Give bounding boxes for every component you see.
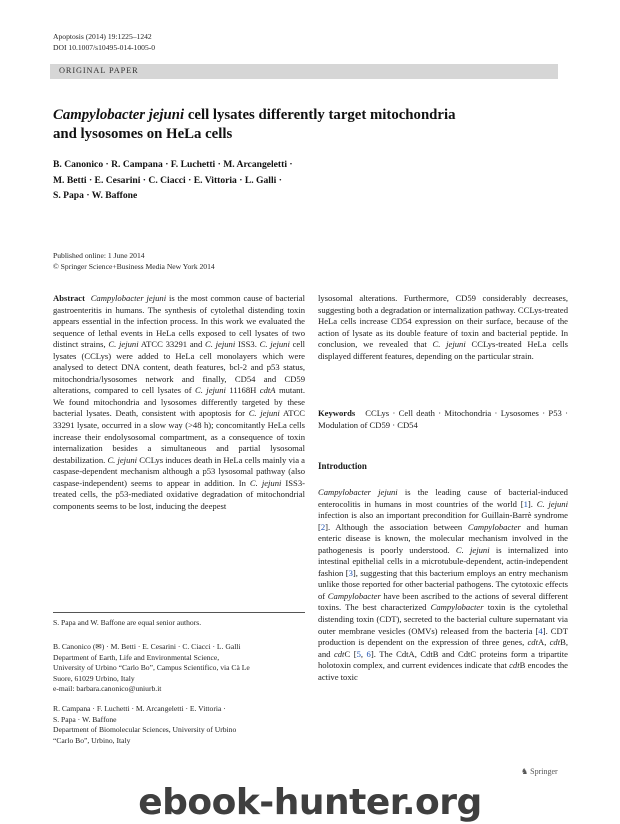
abstract-continued bbox=[318, 293, 568, 362]
citation-link[interactable]: 3 bbox=[348, 567, 353, 578]
affiliation-city: Suore, 61029 Urbino, Italy bbox=[53, 673, 135, 683]
keywords-text: CCLys · Cell death · Mitochondria · Lysosomes · P53 · Modulation of CD59 · CD54 bbox=[318, 408, 568, 430]
gene-name: cdt bbox=[509, 660, 520, 671]
intro-text: ]. CDT production is dependent on the expression of three genes, bbox=[318, 625, 568, 648]
genus-name: Campylobacter bbox=[430, 602, 484, 613]
affiliation-univ: University of Urbino “Carlo Bo”, Campus Scientifico, via Cà Le bbox=[53, 663, 250, 673]
species-name: C. jejuni bbox=[432, 339, 466, 350]
gene-name: cdt bbox=[549, 637, 561, 648]
affiliation-dept: Department of Biomolecular Sciences, University of Urbino bbox=[53, 725, 237, 735]
section-label: ORIGINAL PAPER bbox=[59, 66, 139, 75]
springer-logo bbox=[521, 767, 558, 776]
intro-text: C [ bbox=[344, 648, 357, 659]
affiliation-names: R. Campana · F. Luchetti · M. Arcangeletti · E. Vittoria · bbox=[53, 704, 226, 713]
watermark: ebook-hunter.org bbox=[138, 782, 482, 823]
footnote-rule bbox=[53, 612, 305, 613]
abstract-text: ATCC 33291 lysate, occurred in a slow way (>48 h); concomitantly HeLa cells increase their endolysosomal compartment, as a consequence of toxin internalization besides a simultaneous and partial lysosomal destabilization. bbox=[53, 408, 305, 465]
abstract-text: cell lysates (CCLys) were added to HeLa cell monolayers which were analysed to detect DNA content, death features, bcl-2 and p53 status, mitochondria/lysosomes network and finally, CD54 and CD59 alterations, compared to cell lysates of bbox=[53, 339, 306, 396]
equal-authors-note: S. Papa and W. Baffone are equal senior authors. bbox=[53, 618, 202, 627]
intro-text: ]. Although the association between bbox=[325, 521, 468, 532]
species-name: C. jejuni bbox=[107, 454, 138, 465]
abstract-label: Abstract bbox=[53, 293, 85, 303]
journal-header bbox=[53, 31, 155, 53]
species-name: C. jejuni bbox=[205, 339, 236, 350]
intro-text: toxin is the cytolethal distending toxin (CDT), secreted to the bacterial culture supernatant via outer membrane vesicles (OMVs) released from the bacteria [ bbox=[318, 602, 568, 636]
intro-text: ], suggesting that this bacterium employs an entry mechanism unlike those reported for other bacterial pathogens. The cytotoxic effects of bbox=[318, 567, 569, 601]
publication-meta bbox=[53, 250, 215, 272]
intro-text: B encodes the active toxic bbox=[318, 660, 568, 682]
introduction-body bbox=[318, 487, 568, 683]
intro-text: , bbox=[360, 648, 367, 659]
abstract-right-column bbox=[318, 293, 568, 362]
gene-name: cdt bbox=[527, 637, 538, 648]
citation-link[interactable]: 6 bbox=[366, 648, 371, 659]
authors-line-2: M. Betti · E. Cesarini · C. Ciacci · E. Vittoria · L. Galli · bbox=[53, 174, 282, 186]
intro-text: infection is also an important precondition for Guillain-Barrè syndrome [ bbox=[318, 510, 568, 532]
abstract-text: mutant. We found mitochondria and lysosomes differently targeted by these bacterial lysates. Death, consistent with apoptosis for bbox=[53, 385, 305, 419]
authors-line-3: S. Papa · W. Baffone bbox=[53, 190, 138, 201]
citation-link[interactable]: 4 bbox=[538, 625, 543, 636]
citation-link[interactable]: 1 bbox=[523, 498, 528, 509]
publisher-mark: Springer bbox=[530, 767, 558, 776]
species-name: Campylobacter jejuni bbox=[318, 487, 398, 497]
keywords-label: Keywords bbox=[318, 408, 356, 418]
affiliation-names: S. Papa · W. Baffone bbox=[53, 714, 117, 724]
abstract-text: ISS3. bbox=[235, 339, 260, 350]
affiliation-dept: Department of Earth, Life and Environmental Science, bbox=[53, 652, 220, 662]
intro-text: ]. bbox=[527, 498, 537, 509]
article-title bbox=[53, 106, 573, 144]
gene-name: cdtA bbox=[259, 385, 276, 396]
abstract-text: ISS3-treated cells, the p53-mediated oxidative degradation of mitochondrial components seems to be lost, inducing the deepest bbox=[53, 477, 305, 511]
abstract-body bbox=[53, 293, 305, 512]
genus-name: Campylobacter bbox=[327, 590, 381, 601]
title-species: Campylobacter jejuni bbox=[53, 107, 185, 123]
genus-name: Campylobacter bbox=[467, 521, 521, 532]
intro-text: ]. The CdtA, CdtB and CdtC proteins form a tripartite holotoxin complex, and current evidences indicate that bbox=[318, 648, 568, 671]
email-link[interactable]: e-mail: barbara.canonico@uniurb.it bbox=[53, 684, 162, 694]
author-list bbox=[53, 157, 573, 204]
keywords bbox=[318, 408, 568, 431]
intro-text: have been ascribed to the actions of several different toxins. The best characterized bbox=[318, 590, 568, 613]
introduction-heading: Introduction bbox=[318, 461, 367, 471]
abstract-left-column bbox=[53, 293, 305, 512]
abstract-text: lysosomal alterations. Furthermore, CD59 considerably decreases, suggesting both a degradation or internalization pathway. CCLys-treated HeLa cells increase CD54 expression on their surface, because of the action of lysate as its double feature of toxin and bacterial peptide. In conclusion, we revealed that bbox=[318, 293, 568, 350]
title-part3: and lysosomes on HeLa cells bbox=[53, 126, 233, 142]
published-date: Published online: 1 June 2014 bbox=[53, 251, 145, 260]
intro-text: A, bbox=[537, 637, 550, 648]
affiliation-names: B. Canonico (✉) · M. Betti · E. Cesarini · C. Ciacci · L. Galli bbox=[53, 642, 241, 651]
abstract-text: CCLys-treated HeLa cells displayed different features, depending on the particular strain. bbox=[318, 339, 568, 361]
journal-citation: Apoptosis (2014) 19:1225–1242 bbox=[53, 32, 152, 41]
affiliation-1 bbox=[53, 642, 305, 695]
abstract-text: CCLys induces death in HeLa cells mainly via a caspase-dependent mechanism although a p53 lysosomal pathway (also caspase-independent) seems to appear in addition. In bbox=[53, 454, 305, 488]
intro-text: and human enteric disease is known, the molecular mechanism involved in the pathogenesis is poorly understood. bbox=[318, 521, 568, 555]
species-name: Campylobacter jejuni bbox=[90, 293, 167, 303]
intro-text: is the leading cause of bacterial-induced enterocolitis in humans in most countries of the world [ bbox=[318, 487, 568, 509]
abstract-text: 11168H bbox=[225, 385, 260, 396]
species-name: C. jejuni bbox=[195, 385, 226, 396]
journal-doi: DOI 10.1007/s10495-014-1005-0 bbox=[53, 43, 156, 52]
gene-name: cdt bbox=[333, 648, 345, 659]
species-name: C. jejuni bbox=[455, 544, 490, 555]
species-name: C. jejuni bbox=[248, 408, 280, 419]
abstract-text: ATCC 33291 and bbox=[138, 339, 206, 350]
affiliation-city: “Carlo Bo”, Urbino, Italy bbox=[53, 735, 131, 745]
title-part2: cell lysates differently target mitochondria bbox=[184, 107, 456, 123]
springer-horse-icon: ♞ bbox=[521, 767, 529, 776]
authors-line-1: B. Canonico · R. Campana · F. Luchetti · M. Arcangeletti · bbox=[53, 159, 293, 170]
intro-text: is internalized into intestinal epithelial cells in a microtubule-dependent, actin-independent fashion [ bbox=[318, 544, 568, 578]
citation-link[interactable]: 5 bbox=[356, 648, 361, 659]
species-name: C. jejuni bbox=[259, 339, 290, 350]
intro-text: B, and bbox=[318, 637, 568, 659]
species-name: C. jejuni bbox=[536, 498, 568, 509]
species-name: C. jejuni bbox=[108, 339, 139, 350]
species-name: C. jejuni bbox=[249, 477, 282, 488]
copyright: © Springer Science+Business Media New York 2014 bbox=[53, 262, 215, 271]
section-label-bar bbox=[50, 64, 558, 79]
abstract-text: is the most common cause of bacterial gastroenteritis in humans. The synthesis of cytolethal distending toxin appears essential in the infection process. In this work we evaluated the sequence of lethal events in HeLa cells exposed to cell lysates of two distinct strains, bbox=[53, 293, 305, 350]
citation-link[interactable]: 2 bbox=[320, 521, 326, 532]
affiliation-2 bbox=[53, 704, 305, 746]
